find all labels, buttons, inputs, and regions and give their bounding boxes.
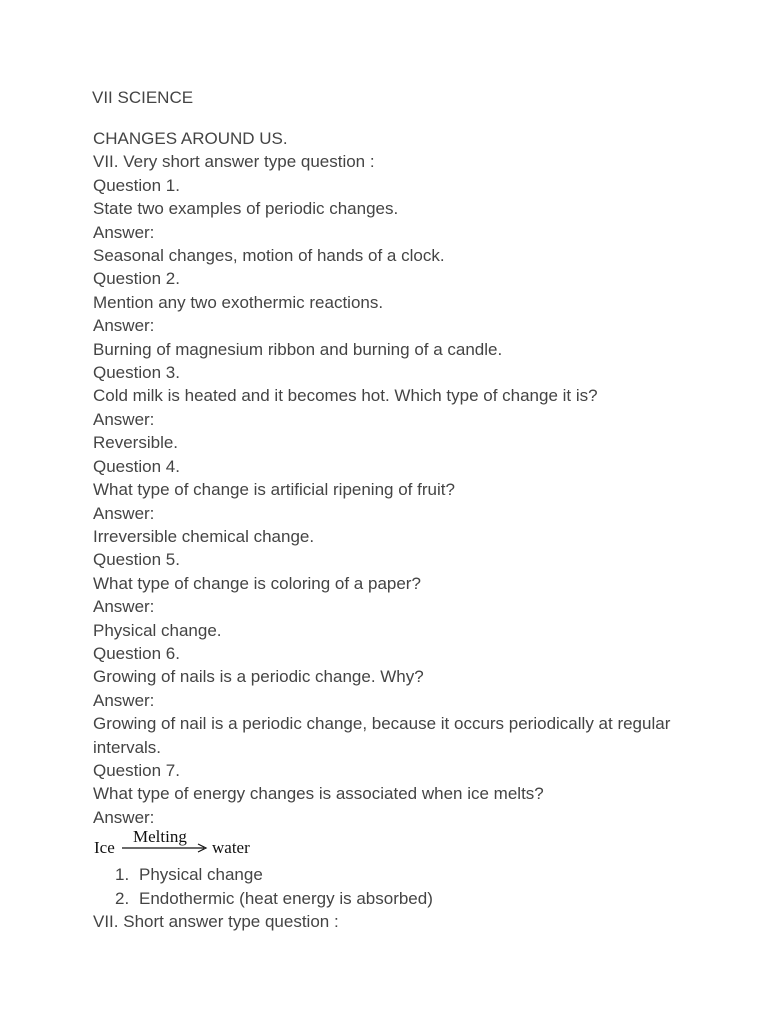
question-label: Question 3.	[93, 363, 180, 383]
document-body	[93, 127, 693, 933]
question-label: Question 5.	[93, 550, 180, 570]
chapter-heading: CHANGES AROUND US.	[93, 129, 288, 148]
answer-label: Answer:	[93, 409, 155, 429]
question-label: Question 1.	[93, 175, 180, 195]
reactant-label: Ice	[94, 838, 115, 858]
question-text: Cold milk is heated and it becomes hot. Which type of change it is?	[93, 386, 598, 406]
document-title: VII SCIENCE	[92, 88, 194, 107]
list-item	[93, 863, 693, 886]
list-item-text: Physical change	[139, 865, 263, 885]
answer-list	[93, 863, 693, 910]
answer-label: Answer:	[93, 597, 155, 617]
answer-label: Answer:	[93, 807, 155, 827]
product-label: water	[212, 838, 250, 858]
process-label: Melting	[133, 829, 187, 847]
answer-text: Growing of nail is a periodic change, because it occurs periodically at regular intervals.	[93, 714, 671, 757]
answer-label: Answer:	[93, 690, 155, 710]
question-label: Question 6.	[93, 643, 180, 663]
equation-svg	[93, 829, 273, 863]
answer-label: Answer:	[93, 316, 155, 336]
question-text: Growing of nails is a periodic change. Why?	[93, 667, 424, 687]
answer-text: Physical change.	[93, 620, 222, 640]
answer-text: Reversible.	[93, 433, 179, 453]
question-text: Mention any two exothermic reactions.	[93, 292, 384, 312]
question-text: What type of energy changes is associated when ice melts?	[93, 784, 544, 804]
answer-text: Seasonal changes, motion of hands of a clock.	[93, 246, 445, 266]
list-item-text: Endothermic (heat energy is absorbed)	[139, 888, 433, 908]
question-text: State two examples of periodic changes.	[93, 199, 399, 219]
melting-equation-diagram	[93, 829, 693, 863]
question-label: Question 4.	[93, 456, 180, 476]
answer-label: Answer:	[93, 222, 155, 242]
list-item-number: 2.	[115, 888, 130, 908]
question-text: What type of change is artificial ripening of fruit?	[93, 480, 455, 500]
question-text: What type of change is coloring of a paper?	[93, 573, 421, 593]
list-item	[93, 887, 693, 910]
question-label: Question 2.	[93, 269, 180, 289]
answer-label: Answer:	[93, 503, 155, 523]
question-label: Question 7.	[93, 760, 180, 780]
answer-text: Irreversible chemical change.	[93, 526, 315, 546]
answer-text: Burning of magnesium ribbon and burning of a candle.	[93, 339, 503, 359]
list-item-number: 1.	[115, 865, 130, 885]
section-heading: VII. Very short answer type question :	[93, 152, 375, 172]
next-section-heading: VII. Short answer type question :	[93, 912, 339, 931]
